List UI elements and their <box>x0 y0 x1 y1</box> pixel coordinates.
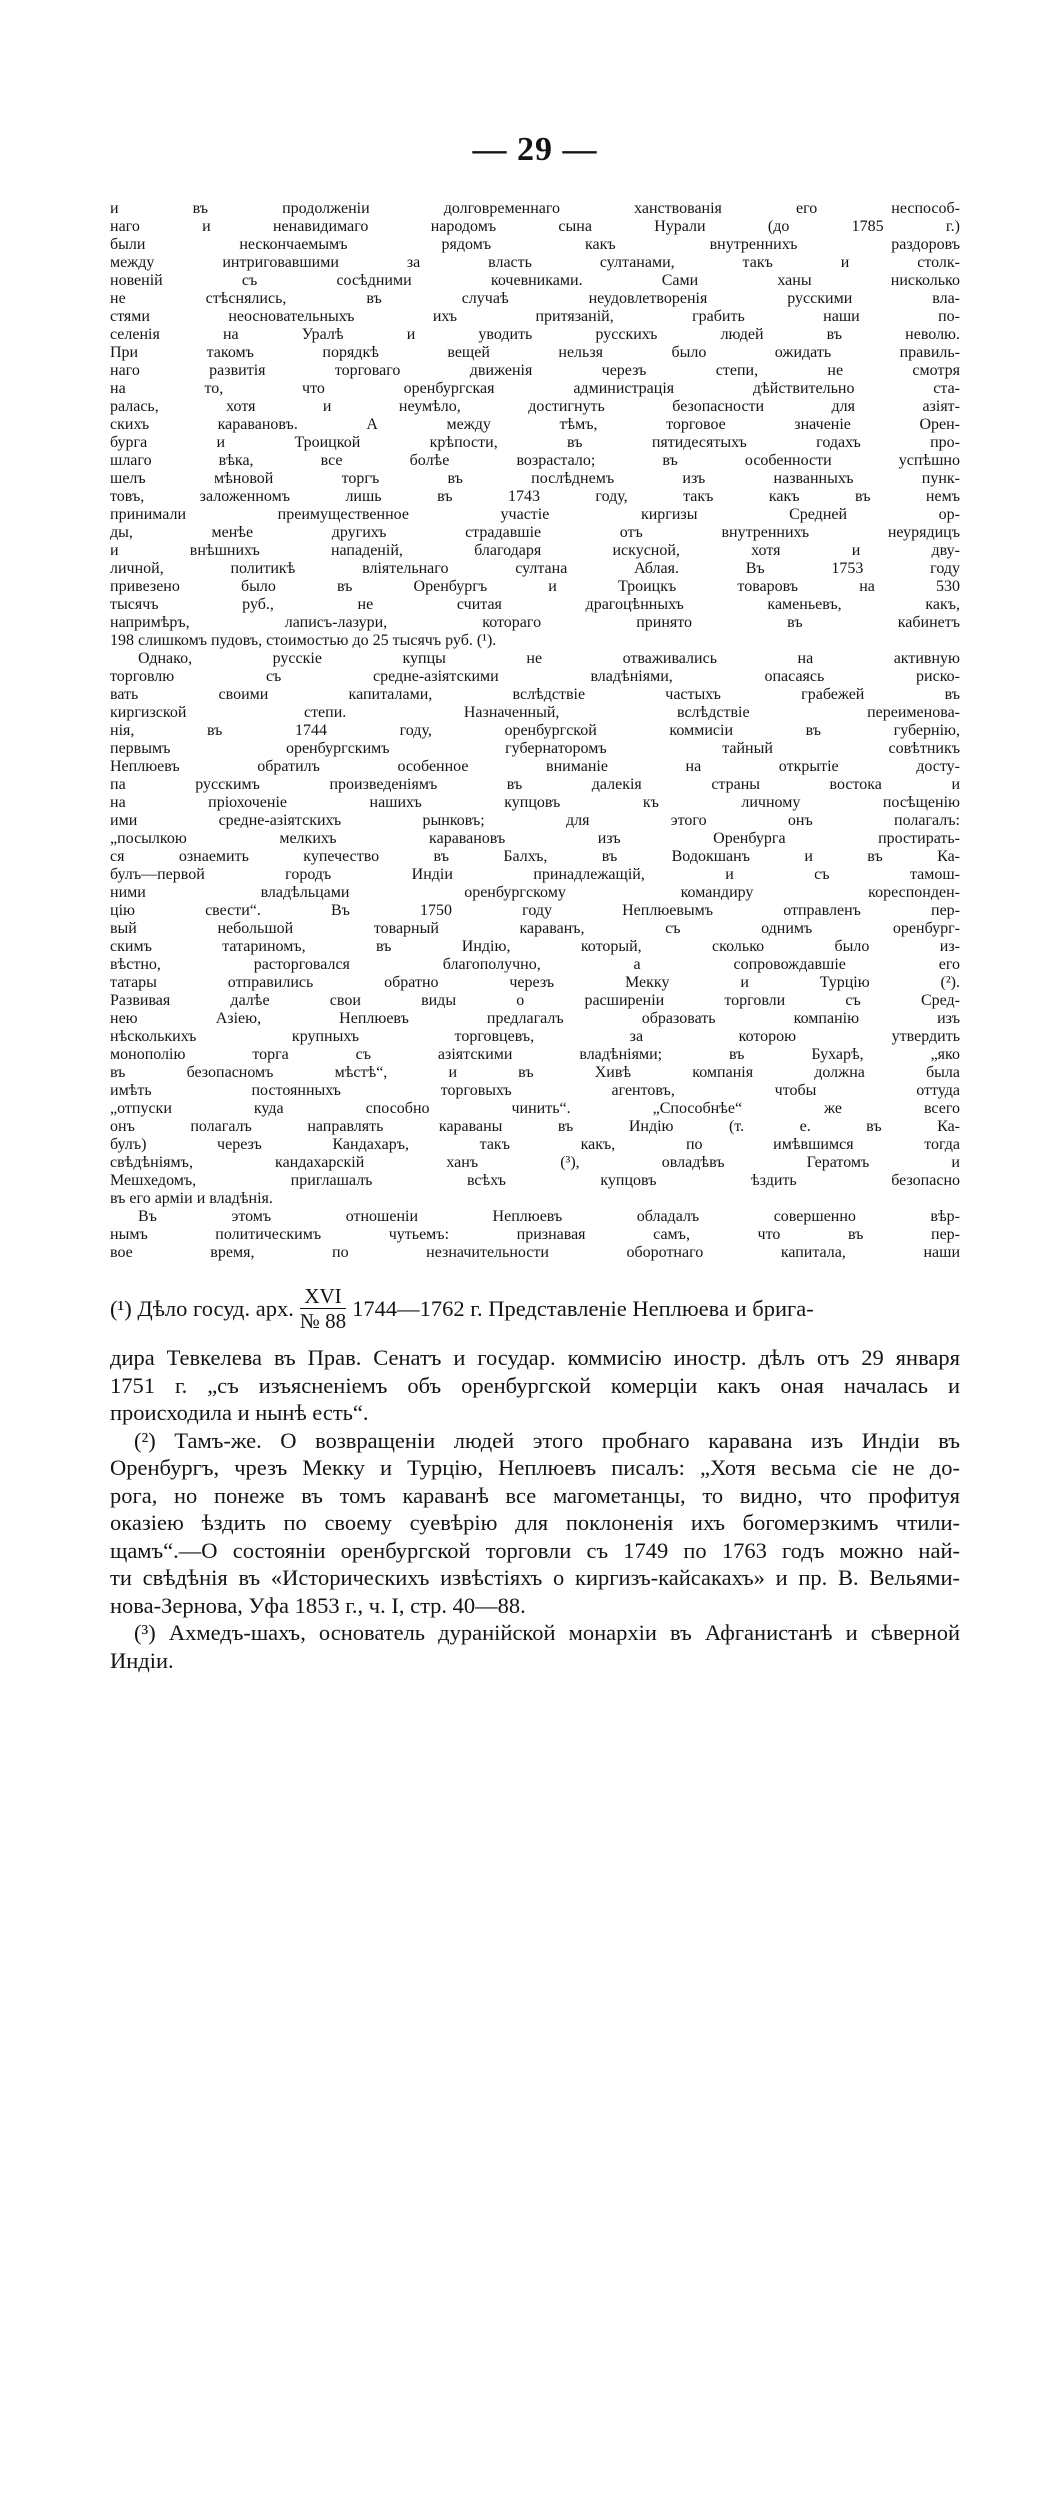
footnote-line: ти свѣдѣнія въ «Историческихъ извѣстіяхъ о киргизъ-кайсакахъ» и пр. В. Вельями- <box>110 1565 960 1590</box>
body-text-line: на пріохоченіе нашихъ купцовъ къ личному посѣщенію <box>110 794 960 811</box>
body-text-line: между интриговавшими за власть султанами, такъ и столк- <box>110 254 960 271</box>
body-text-line: татары отправились обратно черезъ Мекку и Турцію (²). <box>110 974 960 991</box>
body-text-line: принимали преимущественное участіе киргизы Средней ор- <box>110 506 960 523</box>
body-text-line: ними владѣльцами оренбургскому командиру кореспонден- <box>110 884 960 901</box>
body-text-line: тысячъ руб., не считая драгоцѣнныхъ каменьевъ, какъ, <box>110 596 960 613</box>
footnotes <box>110 1284 960 1674</box>
body-text-line: Неплюевъ обратилъ особенное вниманіе на открытіе досту- <box>110 758 960 775</box>
footnote-line: дира Тевкелева въ Прав. Сенатъ и государ. коммисію иностр. дѣлъ отъ 29 января <box>110 1345 960 1370</box>
body-text-line: цію свести“. Въ 1750 году Неплюевымъ отправленъ пер- <box>110 902 960 919</box>
body-text-line: вое время, по незначительности оборотнаго капитала, наши <box>110 1244 960 1261</box>
footnote-line: (³) Ахмедъ-шахъ, основатель дуранійской монархіи въ Афганистанѣ и сѣверной <box>134 1620 960 1645</box>
body-text-line: вѣстно, расторговался благополучно, а сопровождавшіе его <box>110 956 960 973</box>
body-text-line: товъ, заложенномъ лишь въ 1743 году, такъ какъ въ немъ <box>110 488 960 505</box>
body-text-line: Мешхедомъ, приглашалъ всѣхъ купцовъ ѣздить безопасно <box>110 1172 960 1189</box>
book-page <box>110 130 960 1674</box>
archive-fraction-denominator: № 88 <box>299 1309 347 1333</box>
footnote-line: оказіею ѣздить по своему суевѣрію для поклоненія ихъ богомерзкимъ чтили- <box>110 1510 960 1535</box>
body-text-line: и внѣшнихъ нападеній, благодаря искусной, хотя и дву- <box>110 542 960 559</box>
footnote-line: рога, но понеже въ томъ караванѣ все магометанцы, то видно, что профитуя <box>110 1482 960 1508</box>
body-text-line: онъ полагалъ направлять караваны въ Индію (т. е. въ Ка- <box>110 1118 960 1135</box>
body-text-line: имѣть постоянныхъ торговыхъ агентовъ, чтобы оттуда <box>110 1082 960 1099</box>
body-text-line: скихъ каравановъ. А между тѣмъ, торговое значеніе Орен- <box>110 416 960 433</box>
footnote-1-source: (¹) Дѣло госуд. арх. <box>110 1295 294 1321</box>
body-text-line: личной, политикѣ вліятельнаго султана Аблая. Въ 1753 году <box>110 560 960 577</box>
body-text-line: нѣсколькихъ крупныхъ торговцевъ, за которою утвердить <box>110 1028 960 1045</box>
body-text-line: „посылкою мелкихъ каравановъ изъ Оренбурга простирать- <box>110 830 960 847</box>
body-text-line: „отпуски куда способно чинить“. „Способнѣе“ же всего <box>110 1100 960 1117</box>
body-text-line: торговлю съ средне-азіятскими владѣніями, опасаясь риско- <box>110 668 960 685</box>
body-text-line: киргизской степи. Назначенный, вслѣдствіе переименова- <box>110 704 960 721</box>
body-text-line: въ безопасномъ мѣстѣ“, и въ Хивѣ компанія должна была <box>110 1064 960 1081</box>
body-text-line: не стѣснялись, въ случаѣ неудовлетворенія русскими вла- <box>110 290 960 307</box>
body-text-line: стями неосновательныхъ ихъ притязаній, грабить наши по- <box>110 308 960 325</box>
body-text-line: селенія на Уралѣ и уводить русскихъ людей въ неволю. <box>110 326 960 343</box>
body-text-line: бурга и Троицкой крѣпости, въ пятидесятыхъ годахъ про- <box>110 434 960 451</box>
body-text-line: на то, что оренбургская администрація дѣйствительно ста- <box>110 380 960 397</box>
body-text-line: новеній съ сосѣдними кочевниками. Сами ханы нисколько <box>110 272 960 289</box>
body-text-line: ралась, хотя и неумѣло, достигнуть безопасности для азіят- <box>110 398 960 415</box>
body-text-line: ды, менѣе другихъ страдавшіе отъ внутреннихъ неурядицъ <box>110 524 960 541</box>
footnote-1-reference <box>110 1284 960 1344</box>
body-text-line: При такомъ порядкѣ вещей нельзя было ожидать правиль- <box>110 344 960 361</box>
body-text-line: наго и ненавидимаго народомъ сына Нурали (до 1785 г.) <box>110 218 960 235</box>
body-text-line: Однако, русскіе купцы не отваживались на активную <box>138 650 960 667</box>
body-text-line: 198 слишкомъ пудовъ, стоимостью до 25 тысячъ руб. (¹). <box>110 632 497 649</box>
body-text-line: монополію торга съ азіятскими владѣніями; въ Бухарѣ, „яко <box>110 1046 960 1063</box>
body-text-line: нымъ политическимъ чутьемъ: признавая самъ, что въ пер- <box>110 1226 960 1243</box>
body-text-line: наго развитія торговаго движенія черезъ степи, не смотря <box>110 362 960 379</box>
footnote-line: Оренбургъ, чрезъ Мекку и Турцію, Неплюевъ писалъ: „Хотя весьма сіе не до- <box>110 1455 960 1480</box>
body-text-line: ими средне-азіятскихъ рынковъ; для этого онъ полагалъ: <box>110 812 960 829</box>
body-text-line: и въ продолженіи долговременнаго ханствованія его неспособ- <box>110 200 960 217</box>
body-text-line: нею Азіею, Неплюевъ предлагалъ образовать компанію изъ <box>110 1010 960 1027</box>
body-text-line: скимъ татариномъ, въ Индію, который, сколько было из- <box>110 938 960 955</box>
footnote-line: нова-Зернова, Уфа 1853 г., ч. I, стр. 40—88. <box>110 1592 526 1618</box>
body-text-line: вать своими капиталами, вслѣдствіе частыхъ грабежей въ <box>110 686 960 703</box>
footnote-line: происходила и нынѣ есть“. <box>110 1400 369 1425</box>
body-text-line: Развивая далѣе свои виды о расширеніи торговли съ Сред- <box>110 992 960 1009</box>
footnote-line: 1751 г. „съ изъясненіемъ объ оренбургской комерціи какъ оная началась и <box>110 1372 960 1398</box>
footnote-text <box>110 1344 960 1674</box>
footnote-line: (²) Тамъ-же. О возвращеніи людей этого пробнаго каравана изъ Индіи въ <box>134 1427 960 1453</box>
footnote-1-title: 1744—1762 г. Представленіе Неплюева и брига- <box>352 1295 814 1321</box>
body-text-line: нія, въ 1744 году, оренбургской коммисіи въ губернію, <box>110 722 960 739</box>
body-text-line: привезено было въ Оренбургъ и Троицкъ товаровъ на 530 <box>110 578 960 595</box>
body-text-line: первымъ оренбургскимъ губернаторомъ тайный совѣтникъ <box>110 740 960 757</box>
body-text-line: вый небольшой товарный караванъ, съ однимъ оренбург- <box>110 920 960 937</box>
body-text-line: свѣдѣніямъ, кандахарскій ханъ (³), овладѣвъ Гератомъ и <box>110 1154 960 1171</box>
body-text-line: Въ этомъ отношеніи Неплюевъ обладалъ совершенно вѣр- <box>138 1208 960 1225</box>
archive-fraction-numerator: XVI <box>300 1284 346 1309</box>
body-text-line: въ его арміи и владѣнія. <box>110 1190 273 1207</box>
footnote-line: Индіи. <box>110 1647 174 1673</box>
body-text-line: ся ознаемить купечество въ Балхъ, въ Водокшанъ и въ Ка- <box>110 848 960 865</box>
body-text-line: напримѣръ, лаписъ-лазури, котораго принято въ кабинетъ <box>110 614 960 631</box>
page-number: — 29 — <box>472 131 598 168</box>
body-text-line: булъ—первой городъ Индіи принадлежащій, и съ тамош- <box>110 866 960 883</box>
body-text-line: шелъ мѣновой торгъ въ послѣднемъ изъ названныхъ пунк- <box>110 470 960 487</box>
body-text-line: шлаго вѣка, все болѣе возрастало; въ особенности успѣшно <box>110 452 960 469</box>
body-text-line: булъ) черезъ Кандахаръ, такъ какъ, по имѣвшимся тогда <box>110 1136 960 1153</box>
body-text-line: па русскимъ произведеніямъ въ далекія страны востока и <box>110 776 960 793</box>
footnote-line: щамъ“.—О состояніи оренбургской торговли съ 1749 по 1763 годъ можно най- <box>110 1537 960 1563</box>
body-text-line: были нескончаемымъ рядомъ какъ внутреннихъ раздоровъ <box>110 236 960 253</box>
main-text <box>110 200 960 1262</box>
archive-fraction <box>300 1284 346 1333</box>
